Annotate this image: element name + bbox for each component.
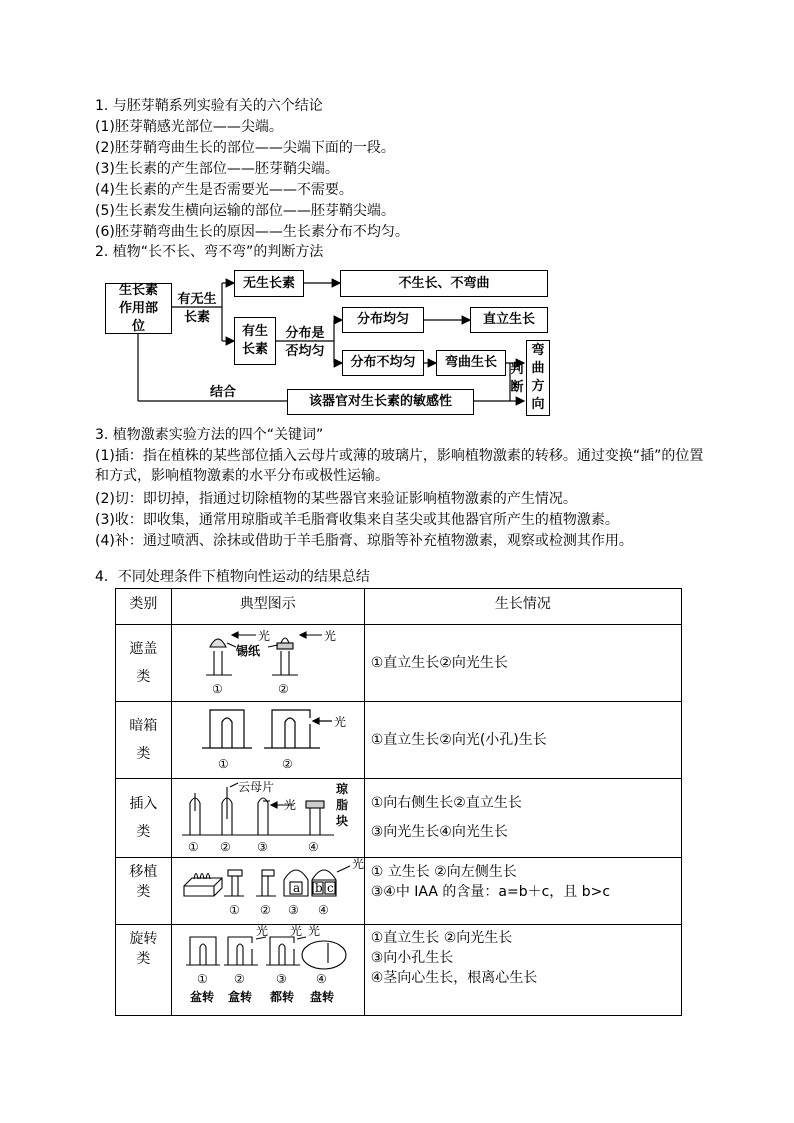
dark-box-figure bbox=[172, 702, 364, 778]
flow-sensitivity-box: 该器官对生长素的敏感性 bbox=[287, 389, 474, 415]
flow-bend-direction-box bbox=[526, 340, 550, 416]
figure-number: ④ bbox=[315, 972, 327, 986]
figure-number: ② bbox=[233, 972, 245, 986]
col-header-category: 类别 bbox=[116, 589, 172, 625]
growth-cell bbox=[364, 702, 681, 779]
growth-text: ③向光生长④向光生长 bbox=[370, 824, 508, 840]
figure-number: ① bbox=[187, 840, 199, 854]
mica-label: 云母片 bbox=[237, 780, 274, 794]
rotation-figure bbox=[172, 925, 364, 1015]
figure-number: ② bbox=[281, 757, 293, 771]
flow-straight-box: 直立生长 bbox=[470, 307, 548, 333]
agar-label: 琼 bbox=[335, 782, 348, 796]
growth-text: ①直立生长 ②向光生长 bbox=[370, 930, 513, 946]
figure-number: ① bbox=[211, 682, 223, 696]
category-label: 类 bbox=[136, 951, 151, 967]
flow-has-or-not-label: 有无生长素 bbox=[177, 292, 217, 325]
figure-number: ④ bbox=[317, 903, 329, 917]
section3-item: (1)插：指在植株的某些部位插入云母片或薄的玻璃片，影响植物激素的转移。通过变换“插”的位置和方式，影响植物激素的水平分布或极性运输。 bbox=[95, 448, 704, 484]
growth-cell bbox=[364, 779, 681, 858]
section1-item: (6)胚芽鞘弯曲生长的原因——生长素分布不均匀。 bbox=[95, 224, 409, 240]
section1-item: (1)胚芽鞘感光部位——尖端。 bbox=[95, 119, 283, 135]
section1-title: 1. 与胚芽鞘系列实验有关的六个结论 bbox=[95, 98, 323, 114]
col-header-growth: 生长情况 bbox=[364, 589, 681, 625]
figure-cell bbox=[171, 625, 364, 702]
flow-combine-label: 结合 bbox=[210, 385, 237, 400]
figure-number: ③ bbox=[256, 840, 268, 854]
light-label: 光 bbox=[307, 925, 320, 938]
light-label: 光 bbox=[351, 858, 364, 871]
category-label: 旋转 bbox=[129, 931, 158, 947]
table-row bbox=[116, 779, 682, 858]
flow-has-auxin-box bbox=[234, 317, 276, 365]
flow-bend-box: 弯曲生长 bbox=[436, 350, 506, 376]
section2-title: 2. 植物“长不长、弯不弯”的判断方法 bbox=[95, 244, 324, 260]
figure-cell bbox=[171, 702, 364, 779]
light-label: 光 bbox=[333, 715, 346, 729]
light-label: 光 bbox=[257, 629, 270, 643]
figure-number: ② bbox=[219, 840, 231, 854]
agar-label: 脂 bbox=[335, 798, 348, 812]
section1-item: (3)生长素的产生部位——胚芽鞘尖端。 bbox=[95, 161, 339, 177]
table-row bbox=[116, 702, 682, 779]
growth-text: ①向右侧生长②直立生长 bbox=[370, 795, 522, 811]
table-row bbox=[116, 858, 682, 925]
result-table bbox=[115, 588, 682, 1016]
figure-cell bbox=[171, 925, 364, 1016]
category-label: 类 bbox=[136, 884, 151, 900]
category-label: 移植 bbox=[129, 864, 158, 880]
light-label: 光 bbox=[255, 925, 268, 938]
agar-label: 块 bbox=[335, 814, 348, 828]
figure-number: ② bbox=[259, 903, 271, 917]
covering-figure bbox=[172, 625, 364, 701]
transplant-figure bbox=[172, 858, 364, 924]
growth-text: ①直立生长②向光生长 bbox=[370, 655, 508, 671]
figure-number: ① bbox=[196, 972, 208, 986]
section3-item: (2)切：即切掉，指通过切除植物的某些器官来验证影响植物激素的产生情况。 bbox=[95, 491, 577, 507]
rotation-label: 盒转 bbox=[227, 990, 252, 1004]
flow-uniform-box: 分布均匀 bbox=[342, 307, 424, 333]
figure-number: ④ bbox=[307, 840, 319, 854]
rotation-label: 都转 bbox=[269, 990, 294, 1004]
section1-item: (2)胚芽鞘弯曲生长的部位——尖端下面的一段。 bbox=[95, 140, 395, 156]
block-c-label: c bbox=[326, 881, 334, 895]
flow-bend-direction-label: 弯曲方向 bbox=[531, 343, 545, 412]
category-cell bbox=[116, 702, 172, 779]
category-label: 遮盖 bbox=[129, 641, 158, 657]
figure-cell bbox=[171, 858, 364, 925]
flow-start-box bbox=[105, 283, 172, 334]
rotation-label: 盆转 bbox=[189, 990, 214, 1004]
figure-number: ③ bbox=[275, 972, 287, 986]
category-label: 类 bbox=[136, 824, 151, 840]
flow-nonuniform-box: 分布不均匀 bbox=[342, 350, 424, 376]
flow-no-grow-box: 不生长、不弯曲 bbox=[340, 270, 548, 297]
flow-start-label: 生长素作用部位 bbox=[118, 282, 158, 334]
section1-item: (5)生长素发生横向运输的部位——胚芽鞘尖端。 bbox=[95, 203, 395, 219]
category-label: 类 bbox=[136, 746, 151, 762]
figure-number: ① bbox=[228, 903, 240, 917]
category-cell bbox=[116, 858, 172, 925]
section3-item: (4)补：通过喷洒、涂抹或借助于羊毛脂膏、琼脂等补充植物激素，观察或检测其作用。 bbox=[95, 533, 633, 549]
growth-text: ③向小孔生长 bbox=[370, 950, 454, 966]
figure-number: ② bbox=[277, 682, 289, 696]
flow-no-auxin-box: 无生长素 bbox=[234, 270, 304, 297]
growth-text: ③④中 IAA 的含量：a=b＋c，且 b>c bbox=[370, 884, 611, 900]
growth-cell bbox=[364, 625, 681, 702]
block-b-label: b bbox=[314, 881, 323, 895]
rotation-label: 盘转 bbox=[309, 990, 334, 1004]
insertion-figure bbox=[172, 779, 364, 857]
section3-title: 3. 植物激素实验方法的四个“关键词” bbox=[95, 427, 324, 443]
light-label: 光 bbox=[289, 925, 302, 938]
flow-has-auxin-label: 有生长素 bbox=[241, 324, 268, 357]
category-cell bbox=[116, 925, 172, 1016]
section3-item: (3)收：即收集，通常用琼脂或羊毛脂膏收集来自茎尖或其他器官所产生的植物激素。 bbox=[95, 512, 619, 528]
flow-uniform-question: 分布是否均匀 bbox=[285, 326, 325, 359]
category-label: 类 bbox=[136, 669, 151, 685]
table-header-row bbox=[116, 589, 682, 625]
col-header-figure: 典型图示 bbox=[171, 589, 364, 625]
category-label: 插入 bbox=[129, 796, 158, 812]
section1-item: (4)生长素的产生是否需要光——不需要。 bbox=[95, 182, 353, 198]
figure-number: ③ bbox=[287, 903, 299, 917]
category-label: 暗箱 bbox=[129, 718, 158, 734]
light-label: 光 bbox=[323, 629, 336, 643]
light-label: 光 bbox=[283, 798, 296, 812]
category-cell bbox=[116, 779, 172, 858]
table-row bbox=[116, 625, 682, 702]
table-row bbox=[116, 925, 682, 1016]
figure-cell bbox=[171, 779, 364, 858]
section4-title: 4．不同处理条件下植物向性运动的结果总结 bbox=[95, 569, 370, 585]
growth-cell bbox=[364, 858, 681, 925]
growth-text: ① 立生长 ②向左侧生长 bbox=[370, 864, 517, 880]
figure-number: ① bbox=[217, 757, 229, 771]
category-cell bbox=[116, 625, 172, 702]
growth-cell bbox=[364, 925, 681, 1016]
flow-judge-label: 判断 bbox=[510, 362, 524, 395]
growth-text: ④茎向心生长，根离心生长 bbox=[370, 970, 538, 986]
growth-text: ①直立生长②向光(小孔)生长 bbox=[370, 732, 547, 748]
block-a-label: a bbox=[292, 881, 300, 895]
foil-label: 锡纸 bbox=[235, 644, 260, 658]
